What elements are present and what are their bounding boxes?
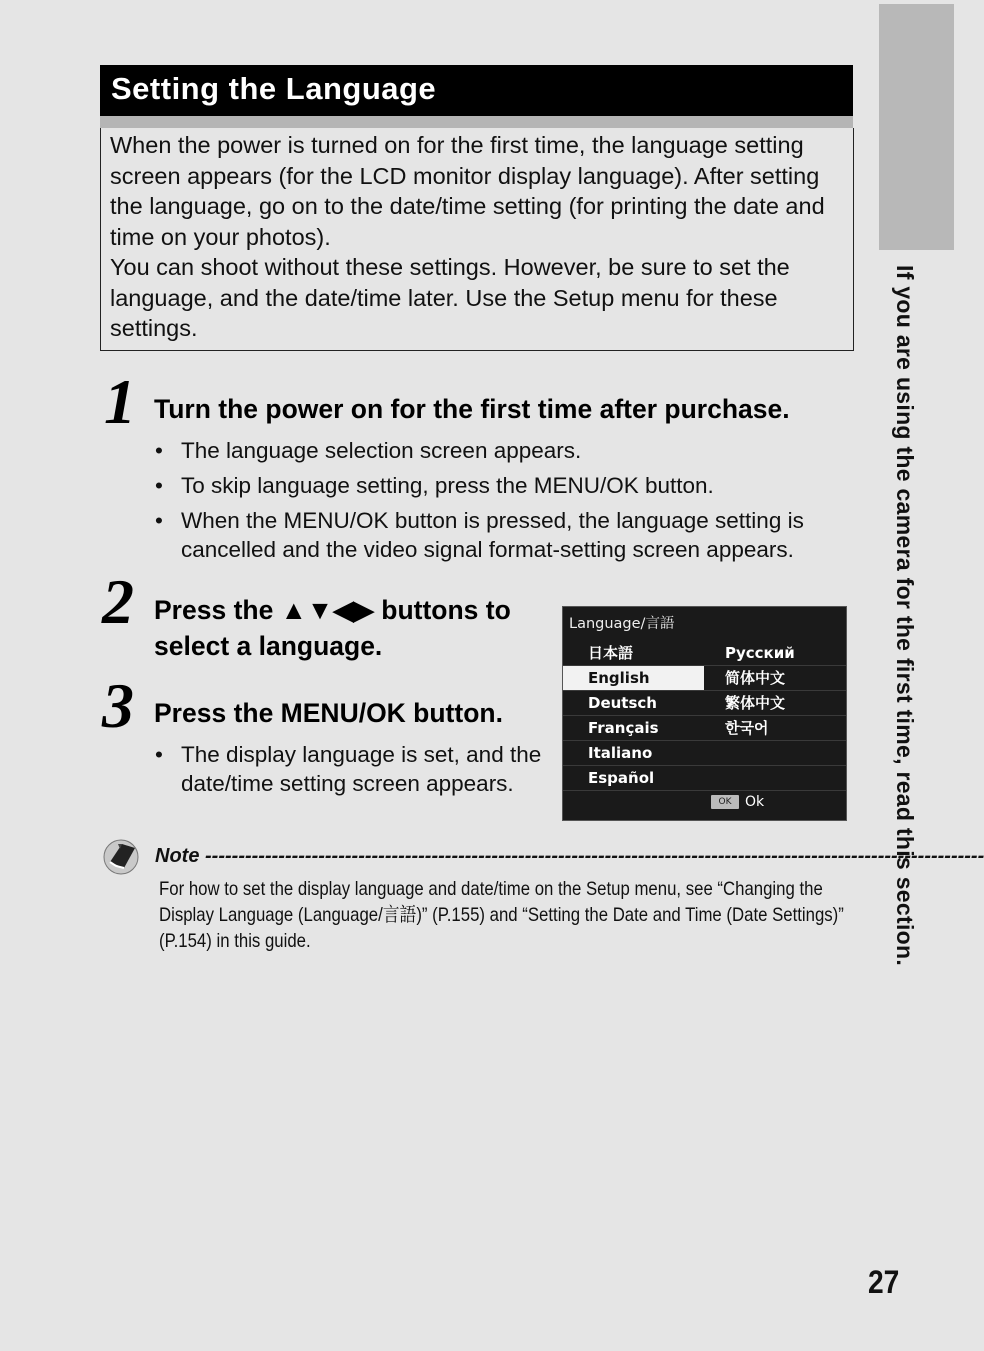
step-1-bullets bbox=[154, 436, 854, 564]
step-3-bullets bbox=[154, 740, 544, 798]
note-heading bbox=[155, 845, 984, 868]
step-3-number: 3 bbox=[102, 670, 134, 741]
intro-box bbox=[100, 128, 854, 351]
page-number: 27 bbox=[868, 1264, 900, 1300]
ok-hint bbox=[711, 794, 764, 810]
list-item: • To skip language setting, press the MENU/OK button. bbox=[154, 471, 854, 500]
note-label: Note bbox=[155, 845, 200, 867]
title-underline bbox=[100, 116, 853, 128]
camera-language-screen bbox=[562, 606, 847, 821]
language-option[interactable]: 繁体中文 bbox=[725, 694, 786, 712]
note-text: For how to set the display language and date/time on the Setup menu, see “Changing the Display Language (Language/言語)” (P.155) and “Setting the Date and Time (Date Settings)” (P.154) in this guide. bbox=[159, 878, 844, 952]
step-2-heading-line-2: select a language. bbox=[154, 631, 383, 661]
language-row bbox=[563, 641, 846, 666]
section-title: Setting the Language bbox=[100, 65, 853, 116]
screen-title: Language/言語 bbox=[569, 616, 675, 632]
language-row bbox=[563, 691, 846, 716]
language-row bbox=[563, 716, 846, 741]
note-icon bbox=[102, 836, 140, 876]
intro-paragraph-2: You can shoot without these settings. However, be sure to set the language, and the date/time later. Use the Setup menu for these settings. bbox=[110, 254, 790, 341]
step-1-number: 1 bbox=[104, 366, 136, 437]
list-item: • When the MENU/OK button is pressed, the language setting is cancelled and the video signal format-setting screen appears. bbox=[154, 506, 854, 564]
chapter-tab bbox=[879, 4, 954, 250]
ok-key-icon: OK bbox=[711, 795, 739, 809]
language-option[interactable]: Deutsch bbox=[588, 694, 657, 712]
language-row bbox=[563, 741, 846, 766]
note-divider: --------------------------------------------------------------------------------------------------------------------- bbox=[205, 845, 984, 867]
language-option[interactable]: 简体中文 bbox=[725, 669, 786, 687]
step-3-heading: Press the MENU/OK button. bbox=[154, 698, 503, 728]
language-row bbox=[563, 766, 846, 791]
ok-label: Ok bbox=[745, 794, 765, 810]
chapter-side-label: If you are using the camera for the first time, read this section. bbox=[892, 265, 918, 967]
language-option[interactable]: Русский bbox=[725, 644, 795, 662]
language-option-selected[interactable]: English bbox=[563, 666, 704, 690]
language-option[interactable]: 日本語 bbox=[588, 644, 634, 662]
step-1-heading: Turn the power on for the first time after purchase. bbox=[154, 394, 790, 424]
intro-paragraph-1: When the power is turned on for the first time, the language setting screen appears (for the LCD monitor display language). After setting the language, go on to the date/time setting (for printing the date and time on your photos). bbox=[110, 132, 825, 250]
language-option[interactable]: Español bbox=[588, 769, 655, 787]
language-row bbox=[563, 666, 846, 691]
step-2-number: 2 bbox=[102, 566, 134, 637]
language-option[interactable]: Français bbox=[588, 719, 659, 737]
list-item: • The display language is set, and the date/time setting screen appears. bbox=[154, 740, 544, 798]
step-2-heading-line-1: Press the ▲▼◀▶ buttons to bbox=[154, 595, 511, 625]
list-item: • The language selection screen appears. bbox=[154, 436, 854, 465]
language-option[interactable]: 한국어 bbox=[725, 719, 769, 737]
language-option[interactable]: Italiano bbox=[588, 744, 653, 762]
